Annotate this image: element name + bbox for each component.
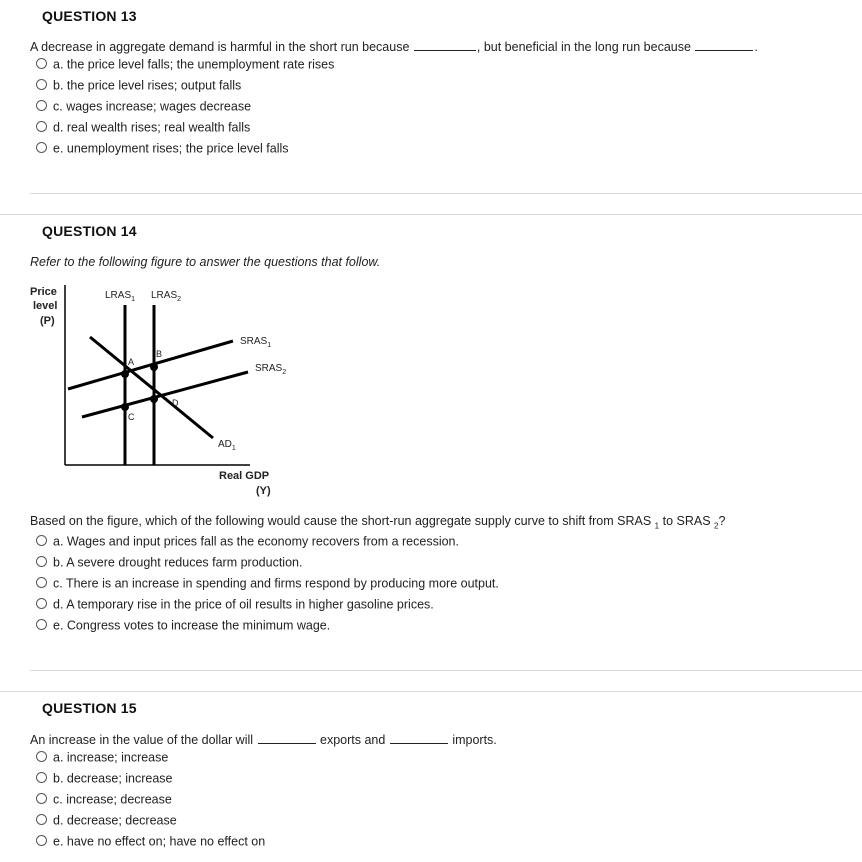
point-c: [121, 403, 129, 411]
q14-option-c-label: c. There is an increase in spending and firms respond by producing more output.: [53, 576, 499, 591]
question-13-title: QUESTION 13: [42, 8, 137, 24]
q15-option-a[interactable]: [36, 750, 168, 766]
y-axis-label-line1: Price: [30, 286, 57, 298]
radio-button[interactable]: [36, 100, 47, 111]
q14-option-a[interactable]: [36, 534, 459, 550]
question-13-stem-part3: .: [754, 40, 758, 54]
question-13-stem-part2: , but beneficial in the long run because: [476, 40, 691, 54]
answer-blank: [390, 732, 448, 744]
q14-option-e[interactable]: [36, 618, 330, 634]
q13-option-d[interactable]: [36, 120, 250, 136]
q14-option-d-label: d. A temporary rise in the price of oil results in higher gasoline prices.: [53, 597, 434, 612]
y-axis-label-line2: level: [33, 300, 58, 312]
answer-blank: [695, 39, 753, 51]
q15-option-c[interactable]: [36, 792, 172, 808]
as-ad-figure: [28, 283, 288, 503]
q14-option-d[interactable]: [36, 597, 434, 613]
q14-option-c[interactable]: [36, 576, 499, 592]
q13-option-d-label: d. real wealth rises; real wealth falls: [53, 120, 251, 135]
question-15-stem-part1: An increase in the value of the dollar will: [30, 733, 254, 747]
q13-option-c[interactable]: [36, 99, 251, 115]
radio-button[interactable]: [36, 577, 47, 588]
radio-button[interactable]: [36, 535, 47, 546]
question-14-stem-sub2: 2: [714, 521, 719, 531]
q13-option-a-label: a. the price level falls; the unemployment rate rises: [53, 57, 335, 72]
sras2-label: $SRAS_2$: [255, 363, 287, 376]
question-14-stem-part3: ?: [718, 514, 726, 528]
point-d: [150, 395, 158, 403]
q15-option-e[interactable]: [36, 834, 265, 850]
q13-option-b[interactable]: [36, 78, 241, 94]
question-14-stem-part1: Based on the figure, which of the following would cause the short-run aggregate supply curve to shift from SRAS: [30, 514, 652, 528]
q14-option-a-label: a. Wages and input prices fall as the economy recovers from a recession.: [53, 534, 459, 549]
question-14-stem-sub1: 1: [654, 521, 660, 531]
q14-option-e-label: e. Congress votes to increase the minimum wage.: [53, 618, 331, 633]
q15-option-d[interactable]: [36, 813, 177, 829]
radio-button[interactable]: [36, 598, 47, 609]
q13-option-e[interactable]: [36, 141, 289, 157]
lras1-label: $LRAS_1$: [105, 290, 136, 303]
divider: [30, 670, 862, 671]
q13-option-e-label: e. unemployment rises; the price level falls: [53, 141, 289, 156]
question-15-stem: [30, 732, 497, 747]
divider: [0, 214, 862, 215]
q15-option-e-label: e. have no effect on; have no effect on: [53, 834, 266, 849]
lras2-label: $LRAS_2$: [151, 290, 182, 303]
radio-button[interactable]: [36, 121, 47, 132]
y-axis-label-line3: (P): [40, 315, 55, 327]
question-13-stem: [30, 39, 758, 54]
question-15-title: QUESTION 15: [42, 700, 137, 716]
q15-option-a-label: a. increase; increase: [53, 750, 169, 765]
q13-option-b-label: b. the price level rises; output falls: [53, 78, 242, 93]
radio-button[interactable]: [36, 79, 47, 90]
answer-blank: [414, 39, 476, 51]
q15-option-b[interactable]: [36, 771, 173, 787]
radio-button[interactable]: [36, 772, 47, 783]
point-d-label: D: [172, 398, 179, 408]
question-14-stem-part2: to SRAS: [662, 514, 711, 528]
divider: [0, 691, 862, 692]
q13-option-a[interactable]: [36, 57, 334, 73]
divider: [30, 193, 862, 194]
ad1-label: $AD_1$: [218, 439, 236, 452]
question-14-title: QUESTION 14: [42, 223, 137, 239]
question-14-intro: Refer to the following figure to answer the questions that follow.: [30, 255, 381, 269]
radio-button[interactable]: [36, 142, 47, 153]
question-15-stem-part3: imports.: [452, 733, 497, 747]
sras1-label: $SRAS_1$: [240, 336, 272, 349]
radio-button[interactable]: [36, 556, 47, 567]
radio-button[interactable]: [36, 751, 47, 762]
x-axis-label-line2: (Y): [256, 485, 271, 497]
q15-option-b-label: b. decrease; increase: [53, 771, 173, 786]
point-a-label: A: [128, 357, 135, 367]
question-14-stem: [30, 514, 725, 531]
point-a: [121, 370, 129, 378]
q14-option-b[interactable]: [36, 555, 302, 571]
q15-option-c-label: c. increase; decrease: [53, 792, 172, 807]
q15-option-d-label: d. decrease; decrease: [53, 813, 177, 828]
radio-button[interactable]: [36, 619, 47, 630]
point-b: [150, 363, 158, 371]
radio-button[interactable]: [36, 58, 47, 69]
question-13-stem-part1: A decrease in aggregate demand is harmful in the short run because: [30, 40, 410, 54]
radio-button[interactable]: [36, 793, 47, 804]
q13-option-c-label: c. wages increase; wages decrease: [53, 99, 252, 114]
question-15-stem-part2: exports and: [320, 733, 386, 747]
radio-button[interactable]: [36, 814, 47, 825]
q14-option-b-label: b. A severe drought reduces farm production.: [53, 555, 303, 570]
point-c-label: C: [128, 412, 135, 422]
x-axis-label-line1: Real GDP: [219, 470, 270, 482]
answer-blank: [258, 732, 316, 744]
point-b-label: B: [156, 349, 163, 359]
radio-button[interactable]: [36, 835, 47, 846]
